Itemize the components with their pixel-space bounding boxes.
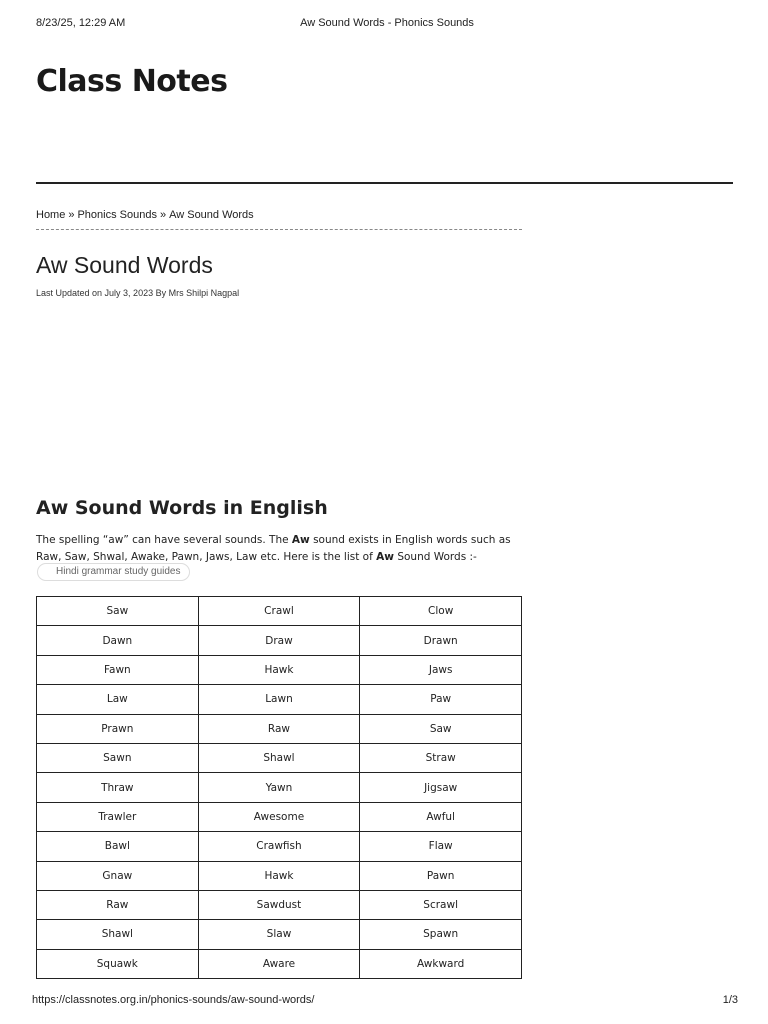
table-cell: Awesome xyxy=(198,802,360,831)
table-cell: Jaws xyxy=(360,655,522,684)
table-cell: Bawl xyxy=(37,832,199,861)
table-cell: Gnaw xyxy=(37,861,199,890)
print-url: https://classnotes.org.in/phonics-sounds/aw-sound-words/ xyxy=(32,994,315,1006)
site-title[interactable]: Class Notes xyxy=(36,64,228,99)
aw-words-table xyxy=(36,596,522,979)
table-cell: Hawk xyxy=(198,861,360,890)
header-divider xyxy=(36,182,733,184)
print-doc-title: Aw Sound Words - Phonics Sounds xyxy=(300,17,474,29)
table-cell: Raw xyxy=(198,714,360,743)
intro-bold-term: Aw xyxy=(291,534,310,546)
breadcrumb-current: Aw Sound Words xyxy=(169,209,254,221)
table-row xyxy=(37,597,522,626)
breadcrumb-separator: » xyxy=(68,209,75,221)
table-row xyxy=(37,949,522,978)
table-row xyxy=(37,743,522,772)
table-cell: Spawn xyxy=(360,920,522,949)
table-cell: Thraw xyxy=(37,773,199,802)
table-cell: Straw xyxy=(360,743,522,772)
table-cell: Hawk xyxy=(198,655,360,684)
table-row xyxy=(37,832,522,861)
table-row xyxy=(37,773,522,802)
intro-text: Sound Words :- xyxy=(393,551,477,563)
intro-text: The spelling “aw” can have several sounds. The xyxy=(36,534,292,546)
intro-text: sound exists in English words such as Raw, Saw, Shwal, Awake, Pawn, Jaws, Law etc. Here is the list of xyxy=(36,534,511,563)
table-cell: Awful xyxy=(360,802,522,831)
print-page-number: 1/3 xyxy=(722,994,738,1006)
print-datetime: 8/23/25, 12:29 AM xyxy=(36,17,126,29)
hindi-grammar-chip[interactable]: Hindi grammar study guides xyxy=(37,563,190,581)
table-cell: Slaw xyxy=(198,920,360,949)
table-cell: Paw xyxy=(360,685,522,714)
table-cell: Crawfish xyxy=(198,832,360,861)
table-cell: Shawl xyxy=(37,920,199,949)
table-row xyxy=(37,714,522,743)
table-cell: Law xyxy=(37,685,199,714)
intro-bold-term: Aw xyxy=(376,551,394,563)
table-cell: Scrawl xyxy=(360,890,522,919)
table-cell: Saw xyxy=(360,714,522,743)
table-cell: Jigsaw xyxy=(360,773,522,802)
table-cell: Squawk xyxy=(37,949,199,978)
table-row xyxy=(37,861,522,890)
table-row xyxy=(37,655,522,684)
table-cell: Draw xyxy=(198,626,360,655)
table-cell: Prawn xyxy=(37,714,199,743)
breadcrumb xyxy=(36,209,254,221)
table-cell: Drawn xyxy=(360,626,522,655)
table-cell: Shawl xyxy=(198,743,360,772)
table-cell: Aware xyxy=(198,949,360,978)
post-meta: Last Updated on July 3, 2023 By Mrs Shilpi Nagpal xyxy=(36,288,240,298)
table-cell: Flaw xyxy=(360,832,522,861)
table-cell: Lawn xyxy=(198,685,360,714)
table-cell: Sawn xyxy=(37,743,199,772)
table-cell: Dawn xyxy=(37,626,199,655)
table-cell: Crawl xyxy=(198,597,360,626)
table-cell: Yawn xyxy=(198,773,360,802)
breadcrumb-divider xyxy=(36,229,522,230)
table-cell: Clow xyxy=(360,597,522,626)
table-cell: Saw xyxy=(37,597,199,626)
table-cell: Fawn xyxy=(37,655,199,684)
breadcrumb-separator: » xyxy=(159,209,167,221)
section-heading: Aw Sound Words in English xyxy=(36,497,328,519)
table-row xyxy=(37,920,522,949)
breadcrumb-home-link[interactable]: Home xyxy=(36,209,66,221)
table-row xyxy=(37,626,522,655)
table-cell: Sawdust xyxy=(198,890,360,919)
page-title: Aw Sound Words xyxy=(36,252,213,278)
table-row xyxy=(37,802,522,831)
table-row xyxy=(37,685,522,714)
intro-paragraph xyxy=(36,532,536,566)
table-cell: Pawn xyxy=(360,861,522,890)
table-cell: Awkward xyxy=(360,949,522,978)
breadcrumb-phonics-sounds-link[interactable]: Phonics Sounds xyxy=(77,209,157,221)
table-cell: Raw xyxy=(37,890,199,919)
table-cell: Trawler xyxy=(37,802,199,831)
table-row xyxy=(37,890,522,919)
